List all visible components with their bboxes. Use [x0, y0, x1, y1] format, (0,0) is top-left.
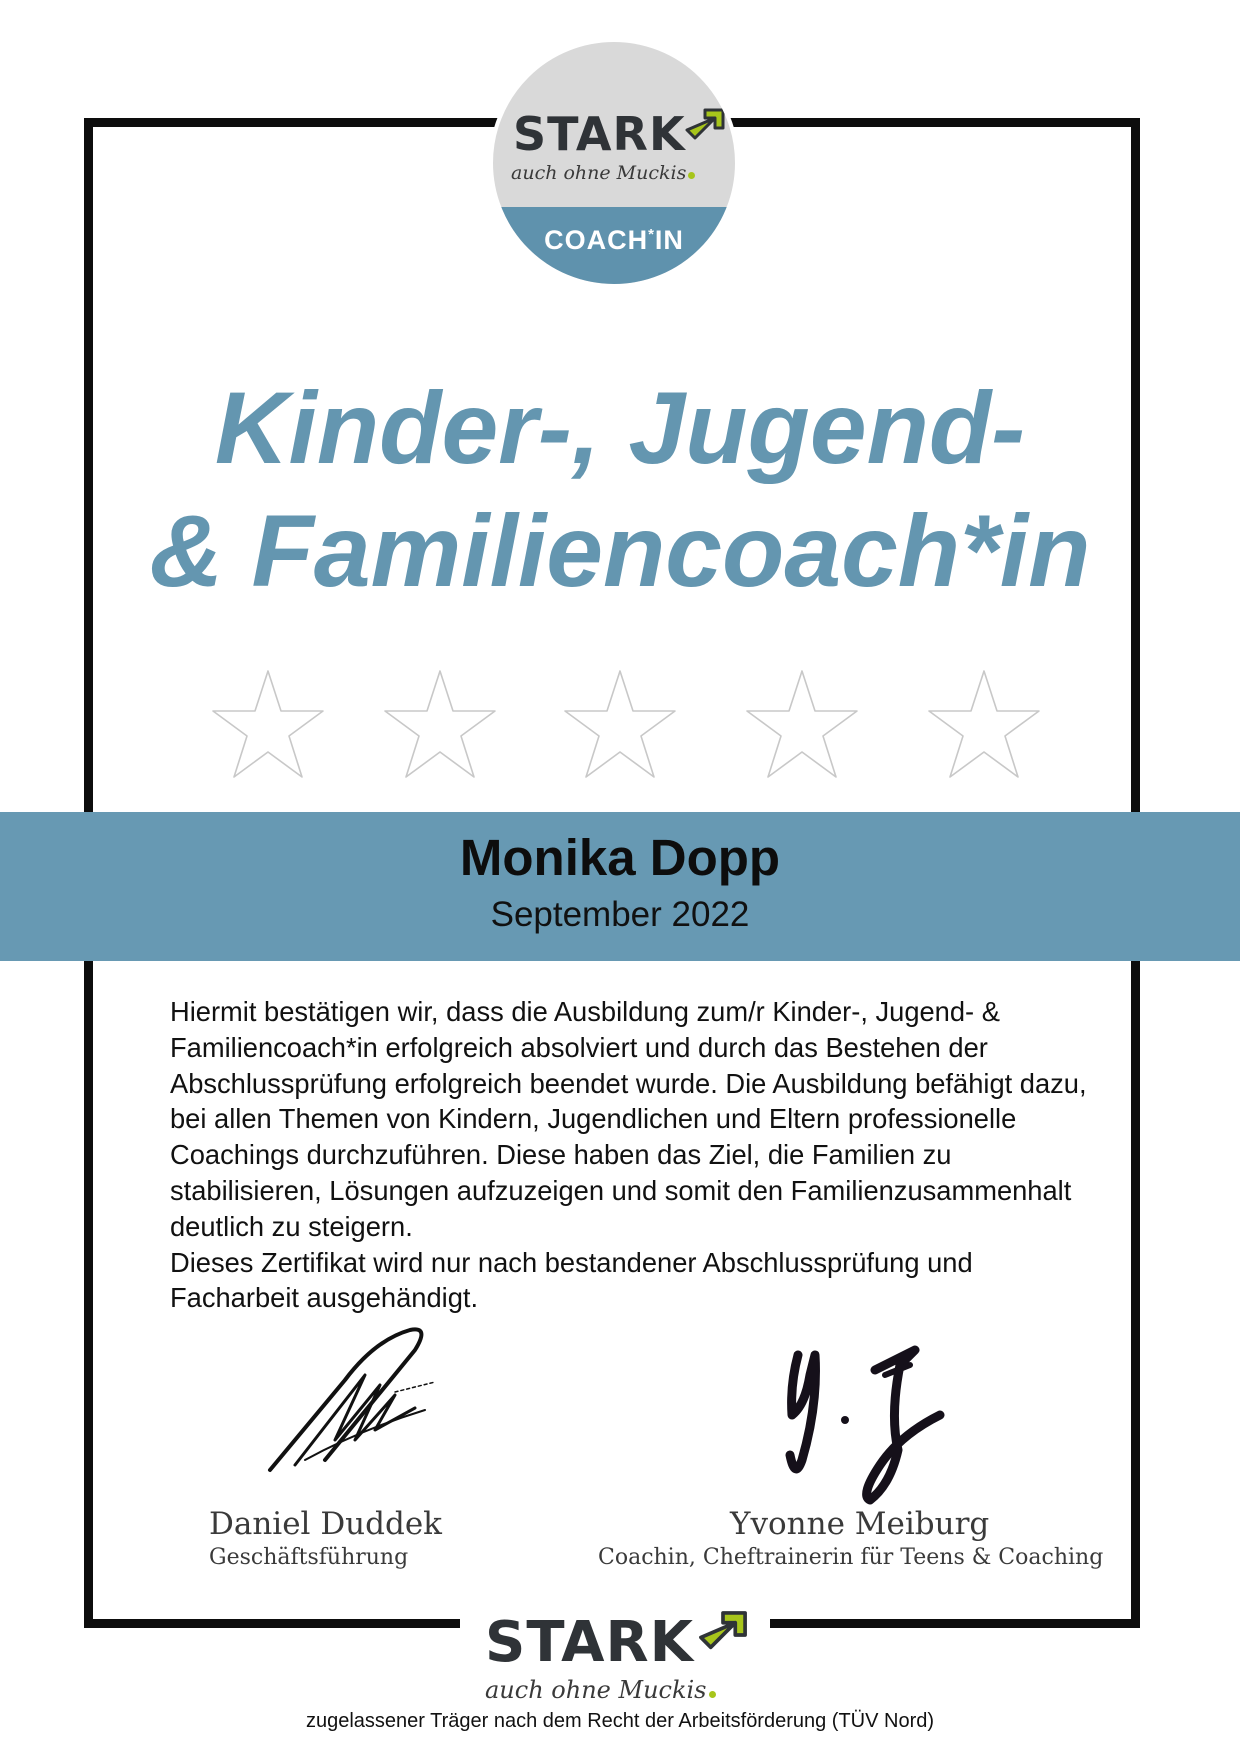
signer-role: Geschäftsführung	[209, 1545, 409, 1570]
certificate-title-line1: Kinder-, Jugend-	[214, 371, 1026, 485]
stark-tagline: auch ohne Muckis	[511, 162, 695, 184]
body-paragraph: Dieses Zertifikat wird nur nach bestandener Abschlussprüfung und Facharbeit ausgehändigt.	[170, 1246, 973, 1314]
certificate-title-line2: & Familiencoach*in	[149, 494, 1091, 608]
signature-yvonne-meiburg	[780, 1345, 950, 1510]
star-rating	[0, 668, 1240, 780]
stark-logo-word: STARK	[485, 1610, 695, 1675]
coach-badge	[489, 38, 739, 288]
signature-daniel-duddek	[265, 1320, 435, 1480]
signer-name: Yvonne Meiburg	[730, 1506, 990, 1542]
certificate-body	[170, 994, 1090, 1316]
recipient-name: Monika Dopp	[459, 829, 781, 886]
star-icon	[562, 668, 678, 780]
star-icon	[926, 668, 1042, 780]
body-paragraph: Hiermit bestätigen wir, dass die Ausbildung zum/r Kinder-, Jugend- & Familiencoach*in erfolgreich absolviert und durch das Bestehen der Abschlussprüfung erfolgreich beendet wurde. Die Ausbildung befähigt dazu, bei allen Themen von Kindern, Jugendlichen und Eltern professionelle Coachings durchzuführen. Diese haben das Ziel, die Familien zu stabilisieren, Lösungen aufzuzeigen und somit den Familienzusammenhalt deutlich zu steigern.	[170, 996, 1087, 1242]
star-icon	[210, 668, 326, 780]
signer-role: Coachin, Cheftrainerin für Teens & Coaching	[598, 1545, 1104, 1570]
star-icon	[382, 668, 498, 780]
stark-logo-word: STARK	[513, 107, 686, 161]
arrow-icon	[696, 1608, 750, 1662]
star-icon	[744, 668, 860, 780]
badge-label: COACH*IN	[544, 225, 684, 255]
certificate-date: September 2022	[490, 895, 750, 934]
stark-tagline: auch ohne Muckis	[485, 1676, 716, 1704]
arrow-icon	[683, 106, 727, 150]
signer-name: Daniel Duddek	[209, 1506, 442, 1542]
stark-logo	[480, 1606, 760, 1706]
footer-note: zugelassener Träger nach dem Recht der Arbeitsförderung (TÜV Nord)	[305, 1710, 935, 1732]
